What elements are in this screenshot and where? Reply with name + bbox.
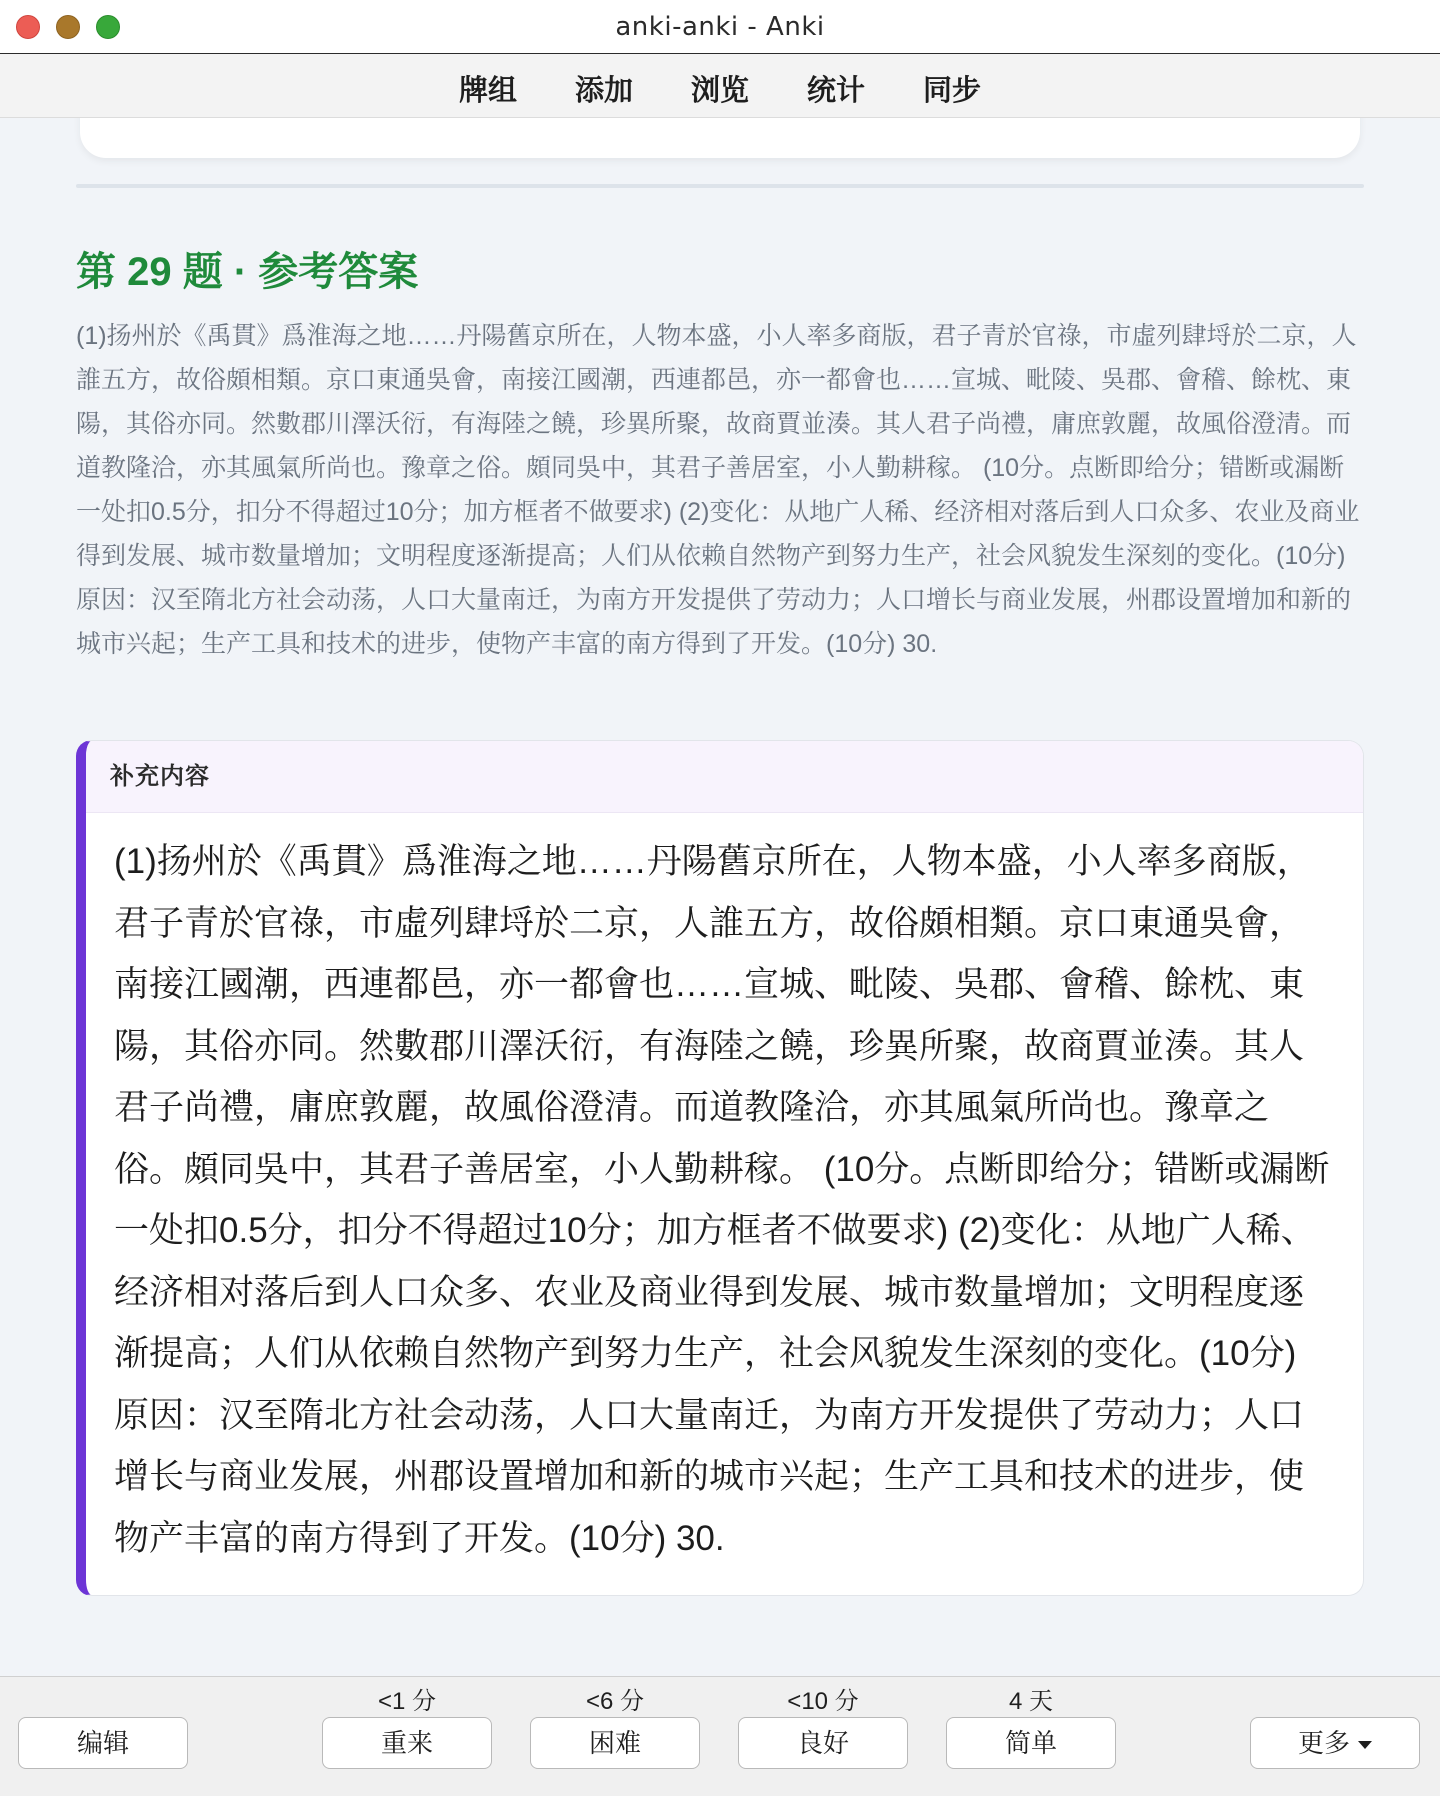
good-button[interactable]: 良好 xyxy=(738,1717,908,1769)
main-toolbar xyxy=(0,54,1440,118)
answer-divider xyxy=(76,184,1364,188)
toolbar-stats-link[interactable]: 统计 xyxy=(807,75,866,107)
question-card-bottom-edge xyxy=(80,118,1360,158)
supplement-body-text: (1)扬州於《禹貫》爲淮海之地……丹陽舊京所在，人物本盛，小人率多商版，君子青於官祿，市虛列肆埒於二京，人誰五方，故俗頗相類。京口東通吳會，南接江國潮，西連都邑，亦一都會也……宣城、毗陵、吳郡、會稽、餘枕、東陽，其俗亦同。然數郡川澤沃衍，有海陸之饒，珍異所聚，故商賈並湊。其人君子尚禮，庸庶敦麗，故風俗澄清。而道教隆洽，亦其風氣所尚也。豫章之俗。頗同吳中，其君子善居室，小人勤耕稼。 (10分。点断即给分；错断或漏断一处扣0.5分，扣分不得超过10分；加方框者不做要求) (2)变化：从地广人稀、经济相对落后到人口众多、农业及商业得到发展、城市数量增加；文明程度逐渐提高；人们从依赖自然物产到努力生产，社会风貌发生深刻的变化。(10分) 原因：汉至隋北方社会动荡，人口大量南迁，为南方开发提供了劳动力；人口增长与商业发展，州郡设置增加和新的城市兴起；生产工具和技术的进步，使物产丰富的南方得到了开发。(10分) 30. xyxy=(114,842,1330,1558)
toolbar-decks-link[interactable]: 牌组 xyxy=(458,75,517,107)
again-button[interactable]: 重来 xyxy=(322,1717,492,1769)
supplement-panel xyxy=(76,740,1364,1596)
easy-interval: 4 天 xyxy=(1008,1688,1053,1715)
supplement-title: 补充内容 xyxy=(86,741,1363,813)
toolbar-nav xyxy=(430,66,1010,111)
review-bottom-bar xyxy=(0,1676,1440,1796)
edit-button[interactable]: 编辑 xyxy=(18,1717,188,1769)
again-interval: <1 分 xyxy=(377,1688,437,1715)
window-title: anki-anki - Anki xyxy=(615,12,825,42)
more-button-label: 更多 xyxy=(1297,1728,1350,1758)
toolbar-browse-link[interactable]: 浏览 xyxy=(690,75,749,107)
reference-answer-text: (1)扬州於《禹貫》爲淮海之地……丹陽舊京所在，人物本盛，小人率多商版，君子青於官祿，市虛列肆埒於二京，人誰五方，故俗頗相類。京口東通吳會，南接江國潮，西連都邑，亦一都會也……宣城、毗陵、吳郡、會稽、餘枕、東陽，其俗亦同。然數郡川澤沃衍，有海陸之饒，珍異所聚，故商賈並湊。其人君子尚禮，庸庶敦麗，故風俗澄清。而道教隆洽，亦其風氣所尚也。豫章之俗。頗同吳中，其君子善居室，小人勤耕稼。 (10分。点断即给分；错断或漏断一处扣0.5分，扣分不得超过10分；加方框者不做要求) (2)变化：从地广人稀、经济相对落后到人口众多、农业及商业得到发展、城市数量增加；文明程度逐渐提高；人们从依赖自然物产到努力生产，社会风貌发生深刻的变化。(10分) 原因：汉至隋北方社会动荡，人口大量南迁，为南方开发提供了劳动力；人口增长与商业发展，州郡设置增加和新的城市兴起；生产工具和技术的进步，使物产丰富的南方得到了开发。(10分) 30. xyxy=(76,322,1360,658)
title-bar xyxy=(0,0,1440,54)
hard-button[interactable]: 困难 xyxy=(530,1717,700,1769)
answer-heading: 第 29 题 · 参考答案 xyxy=(76,250,419,294)
more-button[interactable] xyxy=(1250,1717,1420,1769)
card-content xyxy=(0,118,1440,1676)
chevron-down-icon xyxy=(1358,1741,1372,1749)
good-interval: <10 分 xyxy=(787,1688,859,1715)
toolbar-add-link[interactable]: 添加 xyxy=(574,75,633,107)
hard-interval: <6 分 xyxy=(585,1688,645,1715)
toolbar-sync-link[interactable]: 同步 xyxy=(923,75,982,107)
easy-button[interactable]: 简单 xyxy=(946,1717,1116,1769)
